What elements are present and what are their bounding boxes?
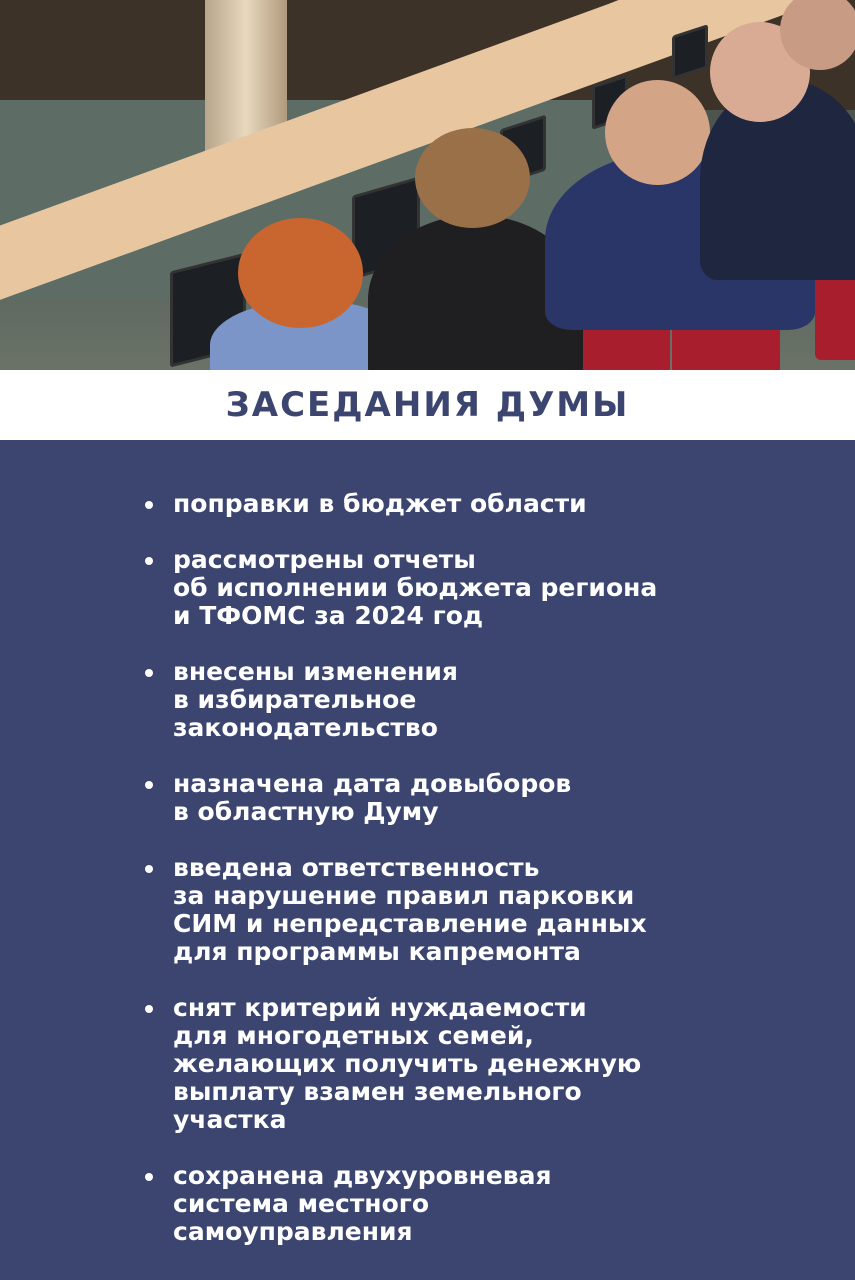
list-item-text: рассмотрены отчеты об исполнении бюджета региона и ТФОМС за 2024 год <box>173 545 658 630</box>
bullet-icon <box>145 557 153 565</box>
list-item <box>145 546 845 630</box>
list-item <box>145 1162 845 1246</box>
list-item <box>145 490 845 518</box>
list-item <box>145 994 845 1134</box>
list-item <box>145 770 845 826</box>
bullet-icon <box>145 781 153 789</box>
list-item <box>145 854 845 966</box>
list-item-text: поправки в бюджет области <box>173 489 587 518</box>
list-item-text: снят критерий нуждаемости для многодетных семей, желающих получить денежную выплату взамен земельного участка <box>173 993 642 1134</box>
bullet-icon <box>145 865 153 873</box>
person-head <box>238 218 363 328</box>
person-head <box>605 80 710 185</box>
bullet-icon <box>145 1173 153 1181</box>
person-head <box>415 128 530 228</box>
list-item-text: внесены изменения в избирательное законодательство <box>173 657 458 742</box>
page-title: ЗАСЕДАНИЯ ДУМЫ <box>225 385 630 425</box>
bullet-icon <box>145 669 153 677</box>
list-item-text: сохранена двухуровневая система местного самоуправления <box>173 1161 552 1246</box>
list-item-text: введена ответственность за нарушение правил парковки СИМ и непредставление данных для программы капремонта <box>173 853 647 966</box>
session-hall-photo <box>0 0 855 370</box>
bullet-icon <box>145 501 153 509</box>
list-item <box>145 658 845 742</box>
bullet-icon <box>145 1005 153 1013</box>
list-item-text: назначена дата довыборов в областную Думу <box>173 769 572 826</box>
title-bar <box>0 370 855 440</box>
agenda-list <box>0 440 845 1246</box>
